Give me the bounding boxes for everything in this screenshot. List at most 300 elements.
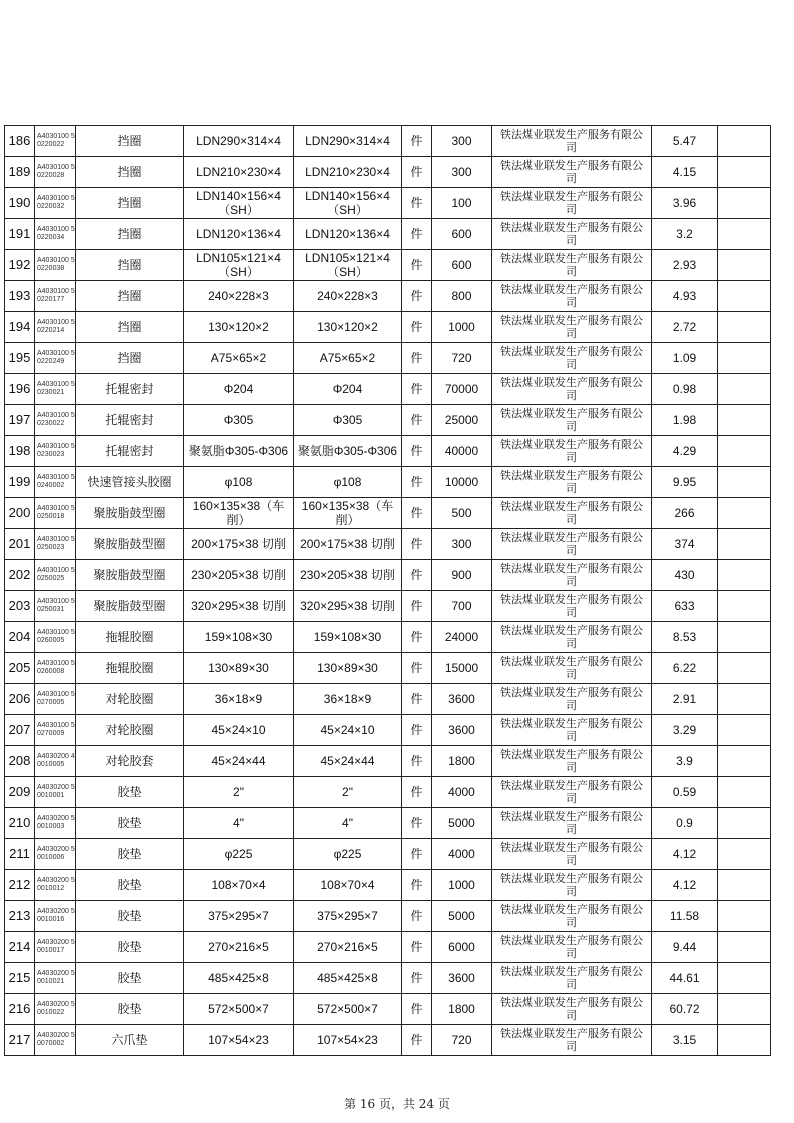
row-number: 204 bbox=[5, 622, 35, 653]
remark bbox=[718, 467, 771, 498]
unit-price: 8.53 bbox=[652, 622, 718, 653]
quantity: 300 bbox=[432, 529, 492, 560]
unit: 件 bbox=[402, 777, 432, 808]
unit-price: 3.15 bbox=[652, 1025, 718, 1056]
specification: Φ204 bbox=[184, 374, 294, 405]
row-number: 216 bbox=[5, 994, 35, 1025]
supplier: 铁法煤业联发生产服务有限公司 bbox=[492, 684, 652, 715]
model: 572×500×7 bbox=[294, 994, 402, 1025]
material-name: 对轮胶圈 bbox=[76, 715, 184, 746]
model: LDN210×230×4 bbox=[294, 157, 402, 188]
material-code: A4030100 50220249 bbox=[35, 343, 76, 374]
unit: 件 bbox=[402, 126, 432, 157]
specification: φ225 bbox=[184, 839, 294, 870]
remark bbox=[718, 188, 771, 219]
material-name: 挡圈 bbox=[76, 281, 184, 312]
row-number: 190 bbox=[5, 188, 35, 219]
unit: 件 bbox=[402, 281, 432, 312]
specification: 36×18×9 bbox=[184, 684, 294, 715]
table-row bbox=[5, 963, 771, 994]
remark bbox=[718, 963, 771, 994]
material-name: 托辊密封 bbox=[76, 405, 184, 436]
remark bbox=[718, 870, 771, 901]
unit-price: 0.9 bbox=[652, 808, 718, 839]
supplier: 铁法煤业联发生产服务有限公司 bbox=[492, 312, 652, 343]
specification: 230×205×38 切削 bbox=[184, 560, 294, 591]
row-number: 214 bbox=[5, 932, 35, 963]
quantity: 25000 bbox=[432, 405, 492, 436]
specification: LDN105×121×4（SH） bbox=[184, 250, 294, 281]
unit: 件 bbox=[402, 994, 432, 1025]
table-row bbox=[5, 870, 771, 901]
unit-price: 3.2 bbox=[652, 219, 718, 250]
material-name: 挡圈 bbox=[76, 250, 184, 281]
material-code: A4030100 50260005 bbox=[35, 622, 76, 653]
table-row bbox=[5, 901, 771, 932]
unit-price: 6.22 bbox=[652, 653, 718, 684]
material-code: A4030100 50250018 bbox=[35, 498, 76, 529]
remark bbox=[718, 591, 771, 622]
material-name: 胶垫 bbox=[76, 808, 184, 839]
row-number: 191 bbox=[5, 219, 35, 250]
material-name: 拖辊胶圈 bbox=[76, 653, 184, 684]
table-row bbox=[5, 994, 771, 1025]
row-number: 202 bbox=[5, 560, 35, 591]
unit-price: 3.9 bbox=[652, 746, 718, 777]
quantity: 5000 bbox=[432, 808, 492, 839]
quantity: 900 bbox=[432, 560, 492, 591]
row-number: 206 bbox=[5, 684, 35, 715]
quantity: 300 bbox=[432, 157, 492, 188]
unit: 件 bbox=[402, 870, 432, 901]
unit-price: 0.98 bbox=[652, 374, 718, 405]
material-name: 胶垫 bbox=[76, 777, 184, 808]
model: 320×295×38 切削 bbox=[294, 591, 402, 622]
unit-price: 4.12 bbox=[652, 870, 718, 901]
material-name: 挡圈 bbox=[76, 188, 184, 219]
row-number: 199 bbox=[5, 467, 35, 498]
remark bbox=[718, 529, 771, 560]
remark bbox=[718, 777, 771, 808]
supplier: 铁法煤业联发生产服务有限公司 bbox=[492, 436, 652, 467]
material-name: 对轮胶圈 bbox=[76, 684, 184, 715]
table-row bbox=[5, 622, 771, 653]
specification: 159×108×30 bbox=[184, 622, 294, 653]
row-number: 192 bbox=[5, 250, 35, 281]
model: 240×228×3 bbox=[294, 281, 402, 312]
model: 4" bbox=[294, 808, 402, 839]
quantity: 100 bbox=[432, 188, 492, 219]
unit: 件 bbox=[402, 901, 432, 932]
specification: 107×54×23 bbox=[184, 1025, 294, 1056]
model: LDN120×136×4 bbox=[294, 219, 402, 250]
table-row bbox=[5, 436, 771, 467]
remark bbox=[718, 715, 771, 746]
unit: 件 bbox=[402, 188, 432, 219]
unit-price: 9.95 bbox=[652, 467, 718, 498]
remark bbox=[718, 1025, 771, 1056]
quantity: 1000 bbox=[432, 870, 492, 901]
supplier: 铁法煤业联发生产服务有限公司 bbox=[492, 622, 652, 653]
material-code: A4030100 50250023 bbox=[35, 529, 76, 560]
unit: 件 bbox=[402, 374, 432, 405]
material-name: 挡圈 bbox=[76, 126, 184, 157]
supplier: 铁法煤业联发生产服务有限公司 bbox=[492, 1025, 652, 1056]
table-row bbox=[5, 746, 771, 777]
supplier: 铁法煤业联发生产服务有限公司 bbox=[492, 839, 652, 870]
material-code: A4030100 50270009 bbox=[35, 715, 76, 746]
row-number: 207 bbox=[5, 715, 35, 746]
unit: 件 bbox=[402, 250, 432, 281]
supplier: 铁法煤业联发生产服务有限公司 bbox=[492, 777, 652, 808]
material-code: A4030100 50260008 bbox=[35, 653, 76, 684]
quantity: 6000 bbox=[432, 932, 492, 963]
unit-price: 4.15 bbox=[652, 157, 718, 188]
material-name: 聚胺脂鼓型圈 bbox=[76, 560, 184, 591]
material-name: 托辊密封 bbox=[76, 436, 184, 467]
material-code: A4030200 50010022 bbox=[35, 994, 76, 1025]
table-row bbox=[5, 777, 771, 808]
supplier: 铁法煤业联发生产服务有限公司 bbox=[492, 343, 652, 374]
specification: 572×500×7 bbox=[184, 994, 294, 1025]
material-name: 胶垫 bbox=[76, 870, 184, 901]
unit: 件 bbox=[402, 715, 432, 746]
row-number: 195 bbox=[5, 343, 35, 374]
unit-price: 0.59 bbox=[652, 777, 718, 808]
unit: 件 bbox=[402, 529, 432, 560]
specification: LDN120×136×4 bbox=[184, 219, 294, 250]
unit-price: 60.72 bbox=[652, 994, 718, 1025]
model: A75×65×2 bbox=[294, 343, 402, 374]
table-row bbox=[5, 591, 771, 622]
unit: 件 bbox=[402, 963, 432, 994]
unit-price: 4.12 bbox=[652, 839, 718, 870]
material-name: 快速管接头胶圈 bbox=[76, 467, 184, 498]
supplier: 铁法煤业联发生产服务有限公司 bbox=[492, 405, 652, 436]
specification: 45×24×44 bbox=[184, 746, 294, 777]
unit-price: 11.58 bbox=[652, 901, 718, 932]
unit-price: 5.47 bbox=[652, 126, 718, 157]
material-name: 聚胺脂鼓型圈 bbox=[76, 498, 184, 529]
specification: 4" bbox=[184, 808, 294, 839]
specification: 130×120×2 bbox=[184, 312, 294, 343]
unit: 件 bbox=[402, 746, 432, 777]
quantity: 720 bbox=[432, 1025, 492, 1056]
model: 130×120×2 bbox=[294, 312, 402, 343]
model: Φ305 bbox=[294, 405, 402, 436]
material-name: 胶垫 bbox=[76, 963, 184, 994]
row-number: 210 bbox=[5, 808, 35, 839]
material-name: 对轮胶套 bbox=[76, 746, 184, 777]
remark bbox=[718, 405, 771, 436]
specification: 130×89×30 bbox=[184, 653, 294, 684]
supplier: 铁法煤业联发生产服务有限公司 bbox=[492, 467, 652, 498]
remark bbox=[718, 901, 771, 932]
row-number: 198 bbox=[5, 436, 35, 467]
table-row bbox=[5, 157, 771, 188]
quantity: 500 bbox=[432, 498, 492, 529]
material-name: 聚胺脂鼓型圈 bbox=[76, 591, 184, 622]
table-row bbox=[5, 281, 771, 312]
model: Φ204 bbox=[294, 374, 402, 405]
material-code: A4030100 50220028 bbox=[35, 157, 76, 188]
quantity: 800 bbox=[432, 281, 492, 312]
material-code: A4030100 50230021 bbox=[35, 374, 76, 405]
supplier: 铁法煤业联发生产服务有限公司 bbox=[492, 219, 652, 250]
unit: 件 bbox=[402, 932, 432, 963]
material-name: 挡圈 bbox=[76, 312, 184, 343]
supplier: 铁法煤业联发生产服务有限公司 bbox=[492, 188, 652, 219]
material-code: A4030100 50220032 bbox=[35, 188, 76, 219]
table-row bbox=[5, 343, 771, 374]
table-row bbox=[5, 250, 771, 281]
unit-price: 3.96 bbox=[652, 188, 718, 219]
remark bbox=[718, 839, 771, 870]
specification: φ108 bbox=[184, 467, 294, 498]
row-number: 215 bbox=[5, 963, 35, 994]
remark bbox=[718, 436, 771, 467]
table-row bbox=[5, 560, 771, 591]
unit: 件 bbox=[402, 684, 432, 715]
unit: 件 bbox=[402, 808, 432, 839]
table-row bbox=[5, 529, 771, 560]
remark bbox=[718, 126, 771, 157]
material-code: A4030200 50010021 bbox=[35, 963, 76, 994]
specification: Φ305 bbox=[184, 405, 294, 436]
supplier: 铁法煤业联发生产服务有限公司 bbox=[492, 653, 652, 684]
table-row bbox=[5, 498, 771, 529]
table-row bbox=[5, 312, 771, 343]
unit: 件 bbox=[402, 467, 432, 498]
supplier: 铁法煤业联发生产服务有限公司 bbox=[492, 498, 652, 529]
remark bbox=[718, 343, 771, 374]
quantity: 1800 bbox=[432, 746, 492, 777]
items-table bbox=[4, 125, 771, 1056]
remark bbox=[718, 994, 771, 1025]
unit: 件 bbox=[402, 622, 432, 653]
unit: 件 bbox=[402, 405, 432, 436]
row-number: 189 bbox=[5, 157, 35, 188]
unit-price: 1.09 bbox=[652, 343, 718, 374]
specification: 320×295×38 切削 bbox=[184, 591, 294, 622]
quantity: 300 bbox=[432, 126, 492, 157]
unit: 件 bbox=[402, 436, 432, 467]
model: φ108 bbox=[294, 467, 402, 498]
row-number: 201 bbox=[5, 529, 35, 560]
unit: 件 bbox=[402, 839, 432, 870]
unit: 件 bbox=[402, 312, 432, 343]
row-number: 213 bbox=[5, 901, 35, 932]
material-code: A4030100 50270005 bbox=[35, 684, 76, 715]
remark bbox=[718, 746, 771, 777]
row-number: 194 bbox=[5, 312, 35, 343]
unit-price: 374 bbox=[652, 529, 718, 560]
specification: LDN140×156×4（SH） bbox=[184, 188, 294, 219]
remark bbox=[718, 622, 771, 653]
unit: 件 bbox=[402, 219, 432, 250]
unit: 件 bbox=[402, 591, 432, 622]
unit-price: 44.61 bbox=[652, 963, 718, 994]
remark bbox=[718, 219, 771, 250]
table-row bbox=[5, 684, 771, 715]
row-number: 193 bbox=[5, 281, 35, 312]
supplier: 铁法煤业联发生产服务有限公司 bbox=[492, 963, 652, 994]
row-number: 205 bbox=[5, 653, 35, 684]
quantity: 1800 bbox=[432, 994, 492, 1025]
quantity: 600 bbox=[432, 219, 492, 250]
remark bbox=[718, 374, 771, 405]
quantity: 3600 bbox=[432, 715, 492, 746]
specification: 200×175×38 切削 bbox=[184, 529, 294, 560]
material-code: A4030200 50010017 bbox=[35, 932, 76, 963]
material-name: 拖辊胶圈 bbox=[76, 622, 184, 653]
specification: 108×70×4 bbox=[184, 870, 294, 901]
material-name: 胶垫 bbox=[76, 839, 184, 870]
material-name: 挡圈 bbox=[76, 157, 184, 188]
supplier: 铁法煤业联发生产服务有限公司 bbox=[492, 281, 652, 312]
material-name: 六爪垫 bbox=[76, 1025, 184, 1056]
material-name: 挡圈 bbox=[76, 219, 184, 250]
material-code: A4030100 50220038 bbox=[35, 250, 76, 281]
model: 107×54×23 bbox=[294, 1025, 402, 1056]
specification: 240×228×3 bbox=[184, 281, 294, 312]
remark bbox=[718, 560, 771, 591]
material-code: A4030200 50010012 bbox=[35, 870, 76, 901]
supplier: 铁法煤业联发生产服务有限公司 bbox=[492, 591, 652, 622]
unit-price: 3.29 bbox=[652, 715, 718, 746]
model: 230×205×38 切削 bbox=[294, 560, 402, 591]
row-number: 186 bbox=[5, 126, 35, 157]
material-code: A4030100 50250025 bbox=[35, 560, 76, 591]
table-row bbox=[5, 405, 771, 436]
unit-price: 2.91 bbox=[652, 684, 718, 715]
model: 2" bbox=[294, 777, 402, 808]
specification: 270×216×5 bbox=[184, 932, 294, 963]
material-code: A4030200 50010016 bbox=[35, 901, 76, 932]
material-code: A4030200 50010001 bbox=[35, 777, 76, 808]
material-name: 挡圈 bbox=[76, 343, 184, 374]
model: 45×24×10 bbox=[294, 715, 402, 746]
specification: 45×24×10 bbox=[184, 715, 294, 746]
supplier: 铁法煤业联发生产服务有限公司 bbox=[492, 808, 652, 839]
model: 159×108×30 bbox=[294, 622, 402, 653]
unit: 件 bbox=[402, 1025, 432, 1056]
material-code: A4030100 50230023 bbox=[35, 436, 76, 467]
unit-price: 4.29 bbox=[652, 436, 718, 467]
specification: 485×425×8 bbox=[184, 963, 294, 994]
model: 聚氨脂Φ305-Φ306 bbox=[294, 436, 402, 467]
table-row bbox=[5, 467, 771, 498]
material-code: A4030100 50220214 bbox=[35, 312, 76, 343]
row-number: 211 bbox=[5, 839, 35, 870]
model: 270×216×5 bbox=[294, 932, 402, 963]
table-row bbox=[5, 653, 771, 684]
material-name: 胶垫 bbox=[76, 932, 184, 963]
material-name: 聚胺脂鼓型圈 bbox=[76, 529, 184, 560]
table-row bbox=[5, 715, 771, 746]
row-number: 197 bbox=[5, 405, 35, 436]
quantity: 600 bbox=[432, 250, 492, 281]
row-number: 209 bbox=[5, 777, 35, 808]
material-code: A4030100 50240002 bbox=[35, 467, 76, 498]
quantity: 24000 bbox=[432, 622, 492, 653]
unit-price: 2.93 bbox=[652, 250, 718, 281]
supplier: 铁法煤业联发生产服务有限公司 bbox=[492, 529, 652, 560]
quantity: 10000 bbox=[432, 467, 492, 498]
quantity: 4000 bbox=[432, 777, 492, 808]
remark bbox=[718, 498, 771, 529]
unit: 件 bbox=[402, 653, 432, 684]
supplier: 铁法煤业联发生产服务有限公司 bbox=[492, 560, 652, 591]
table-row bbox=[5, 932, 771, 963]
specification: A75×65×2 bbox=[184, 343, 294, 374]
model: 160×135×38（车削） bbox=[294, 498, 402, 529]
supplier: 铁法煤业联发生产服务有限公司 bbox=[492, 126, 652, 157]
material-code: A4030100 50220022 bbox=[35, 126, 76, 157]
supplier: 铁法煤业联发生产服务有限公司 bbox=[492, 901, 652, 932]
quantity: 3600 bbox=[432, 684, 492, 715]
table-row bbox=[5, 839, 771, 870]
quantity: 5000 bbox=[432, 901, 492, 932]
quantity: 15000 bbox=[432, 653, 492, 684]
quantity: 4000 bbox=[432, 839, 492, 870]
page-number: 第 16 页，共 24 页 bbox=[344, 1097, 450, 1111]
specification: LDN210×230×4 bbox=[184, 157, 294, 188]
unit-price: 430 bbox=[652, 560, 718, 591]
material-name: 胶垫 bbox=[76, 901, 184, 932]
model: LDN290×314×4 bbox=[294, 126, 402, 157]
unit-price: 2.72 bbox=[652, 312, 718, 343]
remark bbox=[718, 157, 771, 188]
unit-price: 266 bbox=[652, 498, 718, 529]
supplier: 铁法煤业联发生产服务有限公司 bbox=[492, 715, 652, 746]
remark bbox=[718, 653, 771, 684]
model: 45×24×44 bbox=[294, 746, 402, 777]
model: 200×175×38 切削 bbox=[294, 529, 402, 560]
unit-price: 4.93 bbox=[652, 281, 718, 312]
table-row bbox=[5, 219, 771, 250]
table-row bbox=[5, 374, 771, 405]
supplier: 铁法煤业联发生产服务有限公司 bbox=[492, 932, 652, 963]
remark bbox=[718, 932, 771, 963]
quantity: 700 bbox=[432, 591, 492, 622]
row-number: 203 bbox=[5, 591, 35, 622]
quantity: 70000 bbox=[432, 374, 492, 405]
material-code: A4030100 50220177 bbox=[35, 281, 76, 312]
row-number: 217 bbox=[5, 1025, 35, 1056]
remark bbox=[718, 312, 771, 343]
supplier: 铁法煤业联发生产服务有限公司 bbox=[492, 994, 652, 1025]
model: LDN105×121×4（SH） bbox=[294, 250, 402, 281]
row-number: 212 bbox=[5, 870, 35, 901]
table-body bbox=[5, 126, 771, 1056]
unit: 件 bbox=[402, 498, 432, 529]
unit: 件 bbox=[402, 343, 432, 374]
table-row bbox=[5, 808, 771, 839]
table-row bbox=[5, 126, 771, 157]
supplier: 铁法煤业联发生产服务有限公司 bbox=[492, 870, 652, 901]
model: 108×70×4 bbox=[294, 870, 402, 901]
supplier: 铁法煤业联发生产服务有限公司 bbox=[492, 374, 652, 405]
material-name: 托辊密封 bbox=[76, 374, 184, 405]
unit-price: 633 bbox=[652, 591, 718, 622]
material-code: A4030100 50250031 bbox=[35, 591, 76, 622]
table-row bbox=[5, 1025, 771, 1056]
specification: 2" bbox=[184, 777, 294, 808]
material-code: A4030200 40010005 bbox=[35, 746, 76, 777]
table-row bbox=[5, 188, 771, 219]
row-number: 196 bbox=[5, 374, 35, 405]
